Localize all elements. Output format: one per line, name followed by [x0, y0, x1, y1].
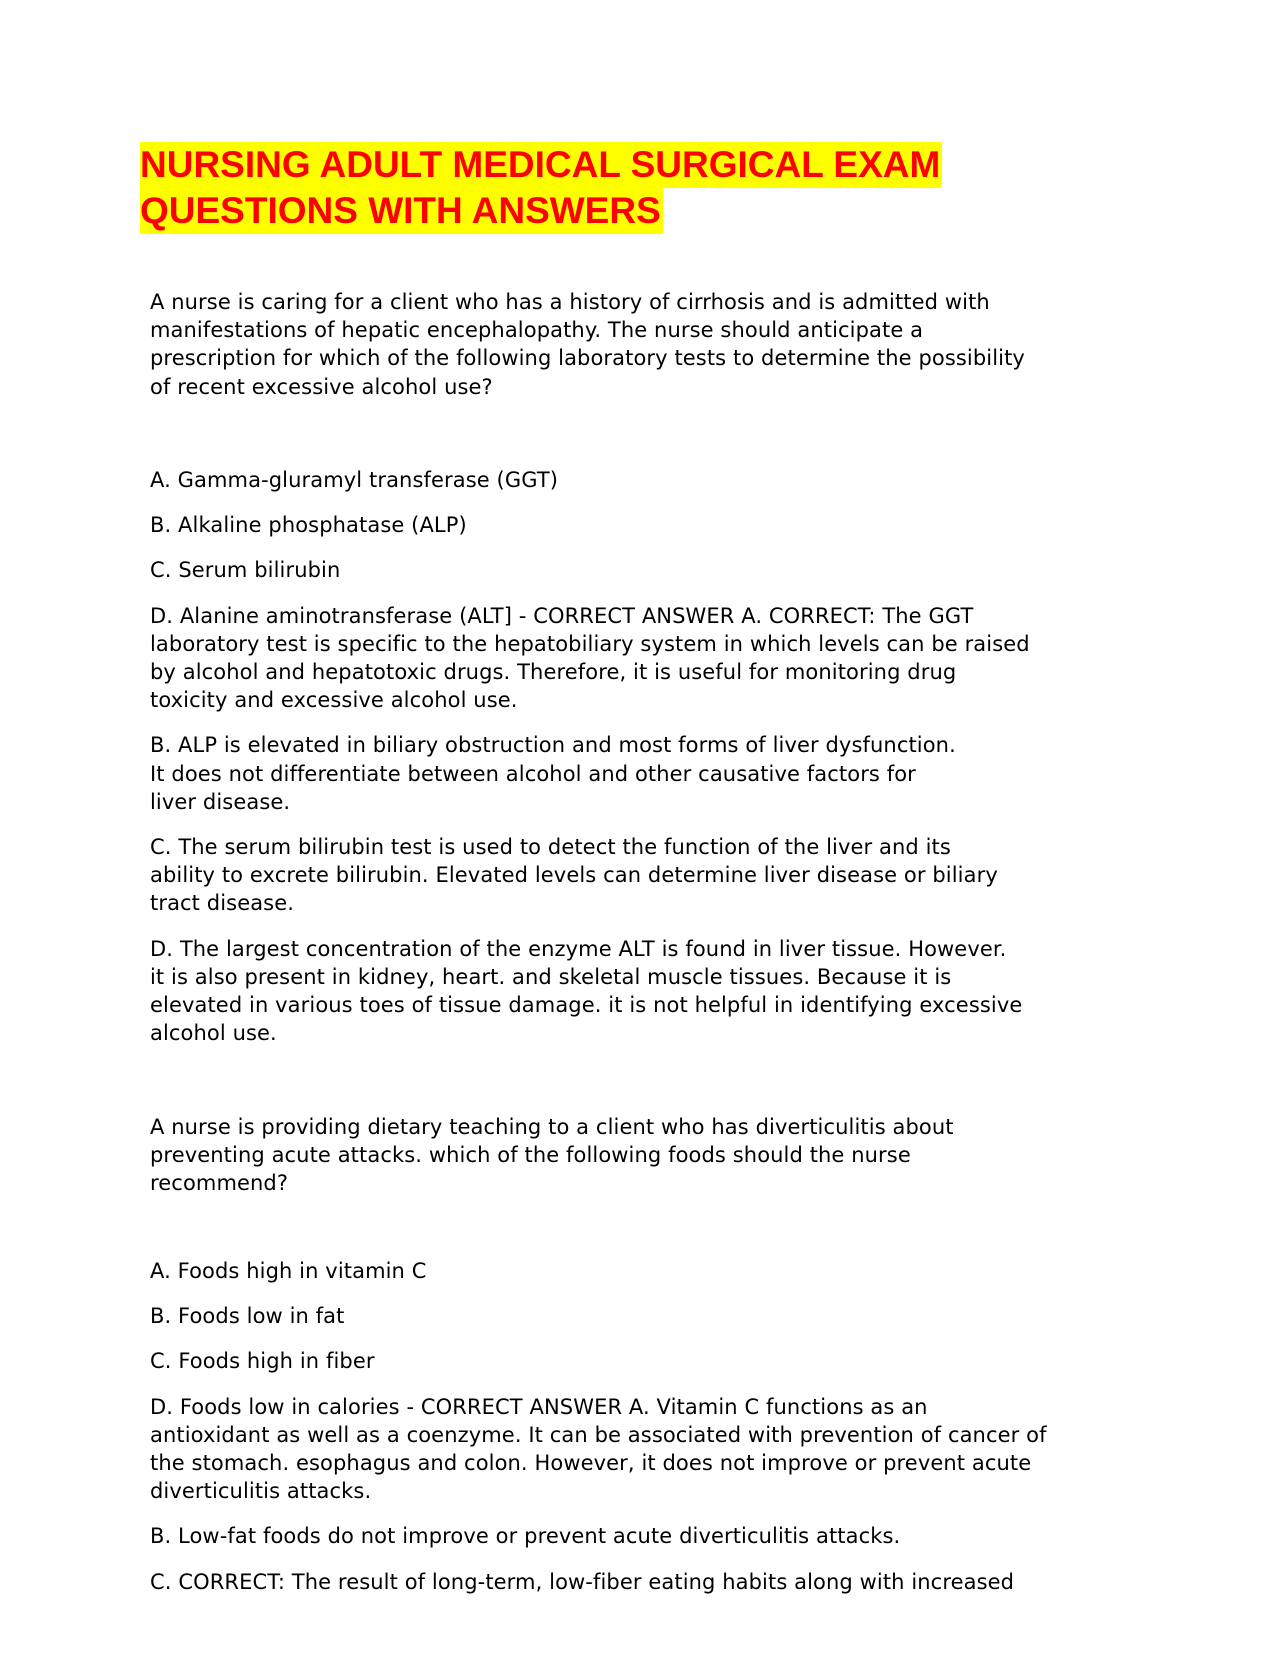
document-title	[140, 142, 942, 234]
title-line-1: NURSING ADULT MEDICAL SURGICAL EXAM	[140, 142, 942, 188]
question-1-rationale-d: D. The largest concentration of the enzyme ALT is found in liver tissue. However. it is also present in kidney, heart. and skeletal muscle tissues. Because it is elevated in various toes of tissue damage. it is not helpful in identifying excessive alcohol use.	[150, 936, 1023, 1046]
title-line-2: QUESTIONS WITH ANSWERS	[140, 188, 663, 234]
question-1-stem-line: A nurse is caring for a client who has a history of cirrhosis and is admitted with	[150, 290, 990, 314]
question-1-option-b: B. Alkaline phosphatase (ALP)	[150, 513, 467, 538]
question-1-rationale-c: C. The serum bilirubin test is used to detect the function of the liver and its ability to excrete bilirubin. Elevated levels can determine liver disease or biliary tract disease.	[150, 835, 998, 916]
question-1-answers	[150, 466, 1130, 1064]
question-2-stem-line: preventing acute attacks. which of the following foods should the nurse	[150, 1143, 911, 1168]
question-1-rationale-b: B. ALP is elevated in biliary obstruction and most forms of liver dysfunction. It does not differentiate between alcohol and other causative factors for liver disease.	[150, 733, 956, 814]
question-1-option-c: C. Serum bilirubin	[150, 558, 341, 583]
question-2-stem-line: A nurse is providing dietary teaching to a client who has diverticulitis about	[150, 1115, 954, 1139]
question-1-stem-line: prescription for which of the following laboratory tests to determine the possibility	[150, 346, 1025, 371]
question-2-option-b: B. Foods low in fat	[150, 1304, 345, 1329]
question-2-stem-line: recommend?	[150, 1171, 289, 1196]
question-2-rationale-b: B. Low-fat foods do not improve or prevent acute diverticulitis attacks.	[150, 1524, 901, 1549]
question-1-option-a: A. Gamma-gluramyl transferase (GGT)	[150, 468, 559, 492]
question-1-stem	[150, 288, 1130, 401]
question-2-answers	[150, 1257, 1130, 1613]
question-2-stem	[150, 1113, 1130, 1198]
question-2-option-a: A. Foods high in vitamin C	[150, 1259, 427, 1283]
question-2-rationale-c: C. CORRECT: The result of long-term, low-fiber eating habits along with increased	[150, 1569, 1015, 1594]
question-2-option-c: C. Foods high in fiber	[150, 1349, 375, 1374]
question-1-stem-line: of recent excessive alcohol use?	[150, 374, 493, 399]
question-1-stem-line: manifestations of hepatic encephalopathy. The nurse should anticipate a	[150, 318, 924, 343]
question-2-option-d: D. Foods low in calories - CORRECT ANSWER A. Vitamin C functions as an antioxidant as well as a coenzyme. It can be associated with prevention of cancer of the stomach. esophagus and colon. However, it does not improve or prevent acute diverticulitis attacks.	[150, 1394, 1047, 1504]
question-1-option-d: D. Alanine aminotransferase (ALT] - CORRECT ANSWER A. CORRECT: The GGT laboratory test is specific to the hepatobiliary system in which levels can be raised by alcohol and hepatotoxic drugs. Therefore, it is useful for monitoring drug toxicity and excessive alcohol use.	[150, 603, 1030, 713]
